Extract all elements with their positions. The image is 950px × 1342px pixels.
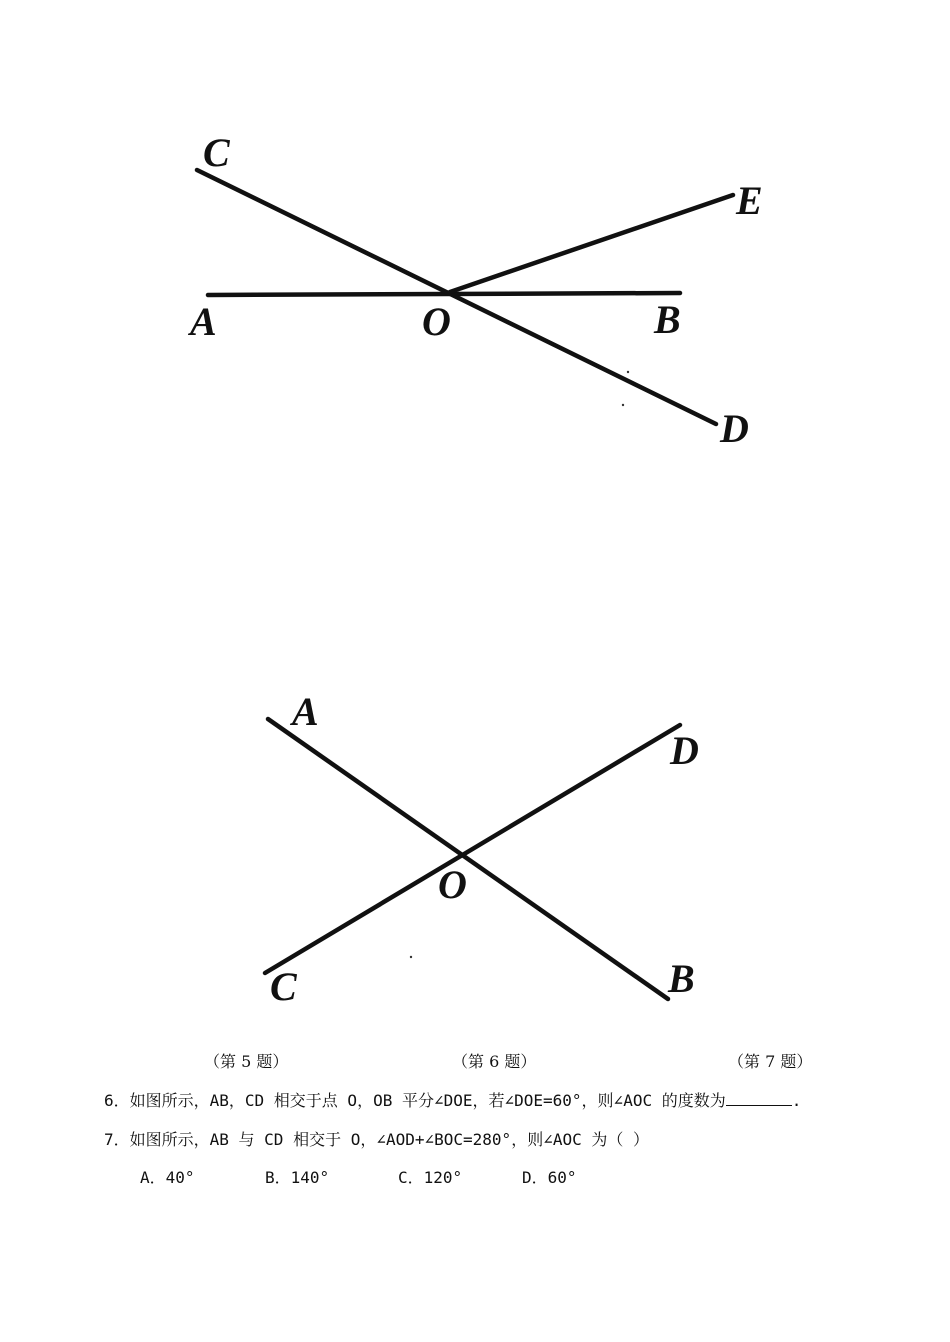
line-ab-fig2 xyxy=(268,719,668,999)
question-7 xyxy=(104,1127,649,1150)
label-o-fig1: O xyxy=(422,299,451,344)
label-e-fig1: E xyxy=(736,178,763,223)
label-b-fig2: B xyxy=(668,956,695,1001)
answer-blank[interactable] xyxy=(726,1091,792,1106)
label-c-fig2: C xyxy=(270,964,297,1009)
option-b[interactable]: B．140° xyxy=(265,1168,330,1187)
question-6-end: . xyxy=(791,1091,802,1110)
label-a-fig1: A xyxy=(190,299,217,344)
speck-2 xyxy=(622,404,624,406)
question-7-text: 7．如图所示，AB 与 CD 相交于 O，∠AOD+∠BOC=280°，则∠AOC 为（ ） xyxy=(104,1130,649,1149)
speck-3 xyxy=(410,956,412,958)
option-d[interactable]: D．60° xyxy=(522,1168,577,1187)
label-d-fig2: D xyxy=(670,728,699,773)
caption-q6: （第 6 题） xyxy=(452,1052,537,1071)
line-cd-fig1 xyxy=(197,170,716,424)
question-6-text: 6．如图所示，AB，CD 相交于点 O，OB 平分∠DOE，若∠DOE=60°，则∠AOC 的度数为 xyxy=(104,1091,726,1110)
label-o-fig2: O xyxy=(438,862,467,907)
caption-q5: （第 5 题） xyxy=(204,1052,289,1071)
question-6 xyxy=(104,1088,801,1111)
ray-oe-fig1 xyxy=(450,195,733,292)
label-d-fig1: D xyxy=(720,406,749,451)
label-a-fig2: A xyxy=(292,689,319,734)
caption-q7: （第 7 题） xyxy=(728,1052,813,1071)
label-c-fig1: C xyxy=(203,130,230,175)
option-c[interactable]: C．120° xyxy=(398,1168,463,1187)
option-a[interactable]: A．40° xyxy=(140,1168,195,1187)
label-b-fig1: B xyxy=(654,297,681,342)
speck-1 xyxy=(627,371,629,373)
